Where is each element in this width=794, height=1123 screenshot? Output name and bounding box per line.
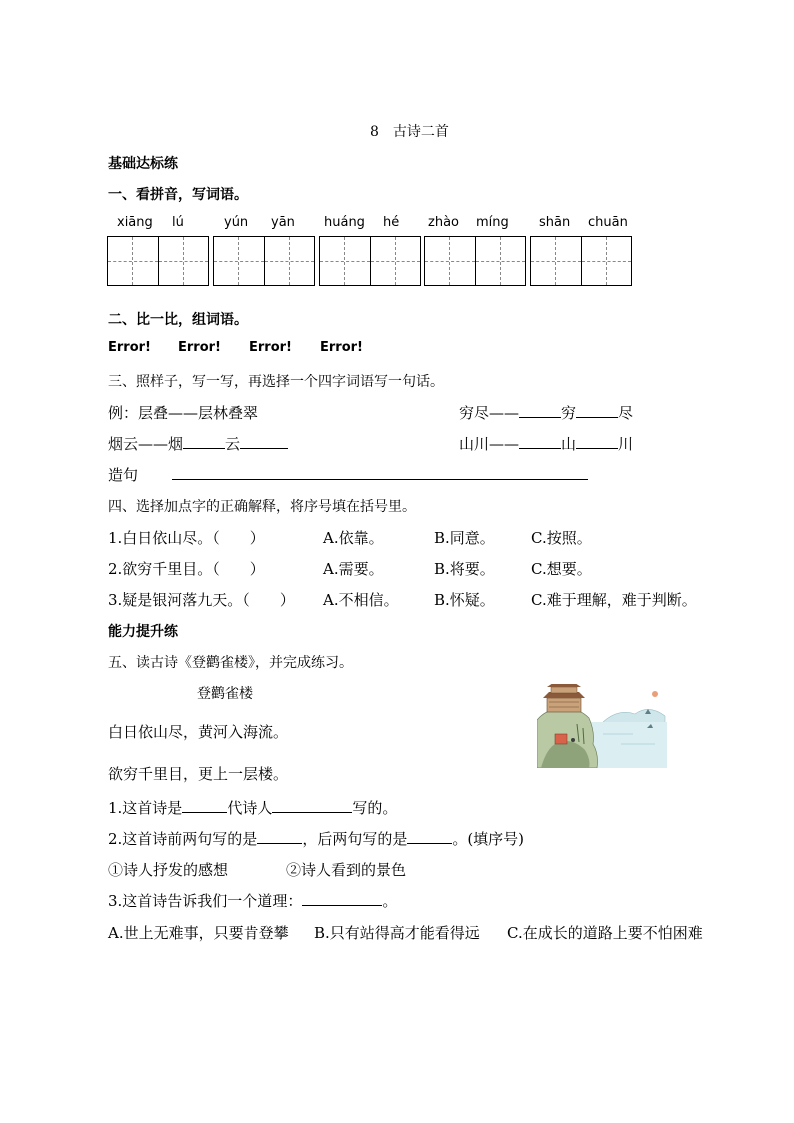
q2-heading: 二、比一比，组词语。 [108,312,248,328]
blank[interactable] [519,434,561,449]
q3-item-1-end: 尽 [618,404,634,422]
sentence-line[interactable] [172,479,588,480]
q5-sub-2-text-c: 。(填序号) [452,830,525,848]
q5-sub-2-text-b: ，后两句写的是 [302,830,408,848]
q5-choice-c: C.在成长的道路上要不怕困难 [507,924,703,942]
pinyin-1: xiāng [117,215,153,230]
q3-item-3 [459,433,633,454]
q4-row-2-option-c: C.想要。 [531,560,592,578]
q1-heading: 一、看拼音，写词语。 [108,187,248,203]
q5-sub-1-text-a: 1.这首诗是 [108,799,183,817]
poem-title: 登鹳雀楼 [197,686,253,702]
pinyin-6: hé [383,215,400,230]
q4-row-3-option-c: C.难于理解，难于判断。 [531,591,697,609]
pinyin-10: chuān [588,215,628,230]
blank[interactable] [302,891,382,906]
blank[interactable] [257,829,302,844]
pinyin-2: lú [172,215,184,230]
q5-sub-1-text-c: 写的。 [352,799,398,817]
q4-row-3-question: 3.疑是银河落九天。（ ） [108,591,295,609]
tower-landscape-illustration [537,684,667,768]
q5-sub-3 [108,890,397,911]
pinyin-9: shān [539,215,571,230]
blank[interactable] [272,798,352,813]
q5-option-2: ②诗人看到的景色 [286,861,407,879]
q3-item-1 [459,402,633,423]
q5-sub-1 [108,797,397,818]
q4-row-1-option-a: A.依靠。 [323,529,384,547]
q5-sub-2 [108,828,524,849]
blank[interactable] [183,434,225,449]
q4-row-2-question: 2.欲穷千里目。（ ） [108,560,265,578]
q3-item-3-end: 川 [618,435,634,453]
blank[interactable] [576,434,618,449]
error-text-4: Error! [320,340,363,355]
writing-box-4[interactable] [424,236,526,286]
pinyin-8: míng [476,215,509,230]
q5-sub-1-text-b: 代诗人 [227,799,273,817]
blank[interactable] [240,434,288,449]
q3-item-1-mid: 穷 [561,404,577,422]
q3-item-3-mid: 山 [561,435,577,453]
writing-box-2[interactable] [213,236,315,286]
section-ability-heading: 能力提升练 [108,624,178,640]
pinyin-7: zhào [428,215,459,230]
page-title: 8 古诗二首 [370,124,449,140]
q4-row-3-option-b: B.怀疑。 [434,591,495,609]
pinyin-4: yān [271,215,295,230]
poem-line-1: 白日依山尽，黄河入海流。 [108,723,289,741]
q4-heading: 四、选择加点字的正确解释，将序号填在括号里。 [108,499,416,515]
q4-row-1-question: 1.白日依山尽。（ ） [108,529,265,547]
pinyin-5: huáng [324,215,365,230]
q5-option-1: ①诗人抒发的感想 [108,861,229,879]
q4-row-1-option-c: C.按照。 [531,529,592,547]
q5-sub-3-text-b: 。 [382,892,398,910]
q4-row-1-option-b: B.同意。 [434,529,495,547]
q3-item-2-prefix: 烟云——烟 [108,435,184,453]
q3-item-1-prefix: 穷尽—— [459,404,520,422]
writing-box-1[interactable] [107,236,209,286]
q3-sentence-label: 造句 [108,466,139,484]
blank[interactable] [519,403,561,418]
q5-choice-b: B.只有站得高才能看得远 [314,924,480,942]
q3-heading: 三、照样子，写一写，再选择一个四字词语写一句话。 [108,374,444,390]
q3-item-2 [108,433,288,454]
q5-sub-3-text-a: 3.这首诗告诉我们一个道理： [108,892,303,910]
blank[interactable] [576,403,618,418]
poem-line-2: 欲穷千里目，更上一层楼。 [108,765,289,783]
q5-sub-2-text-a: 2.这首诗前两句写的是 [108,830,258,848]
q5-choice-a: A.世上无难事，只要肯登攀 [108,924,289,942]
q4-row-2-option-b: B.将要。 [434,560,495,578]
writing-box-3[interactable] [319,236,421,286]
error-text-2: Error! [178,340,221,355]
blank[interactable] [407,829,452,844]
q5-heading: 五、读古诗《登鹳雀楼》，并完成练习。 [108,655,353,671]
q3-item-2-mid: 云 [225,435,241,453]
q3-example: 例：层叠——层林叠翠 [108,404,259,422]
q3-item-3-prefix: 山川—— [459,435,520,453]
q4-row-2-option-a: A.需要。 [323,560,384,578]
writing-box-5[interactable] [530,236,632,286]
q4-row-3-option-a: A.不相信。 [323,591,399,609]
error-text-3: Error! [249,340,292,355]
section-basic-heading: 基础达标练 [108,156,178,172]
blank[interactable] [182,798,227,813]
error-text-1: Error! [108,340,151,355]
pinyin-3: yún [224,215,249,230]
